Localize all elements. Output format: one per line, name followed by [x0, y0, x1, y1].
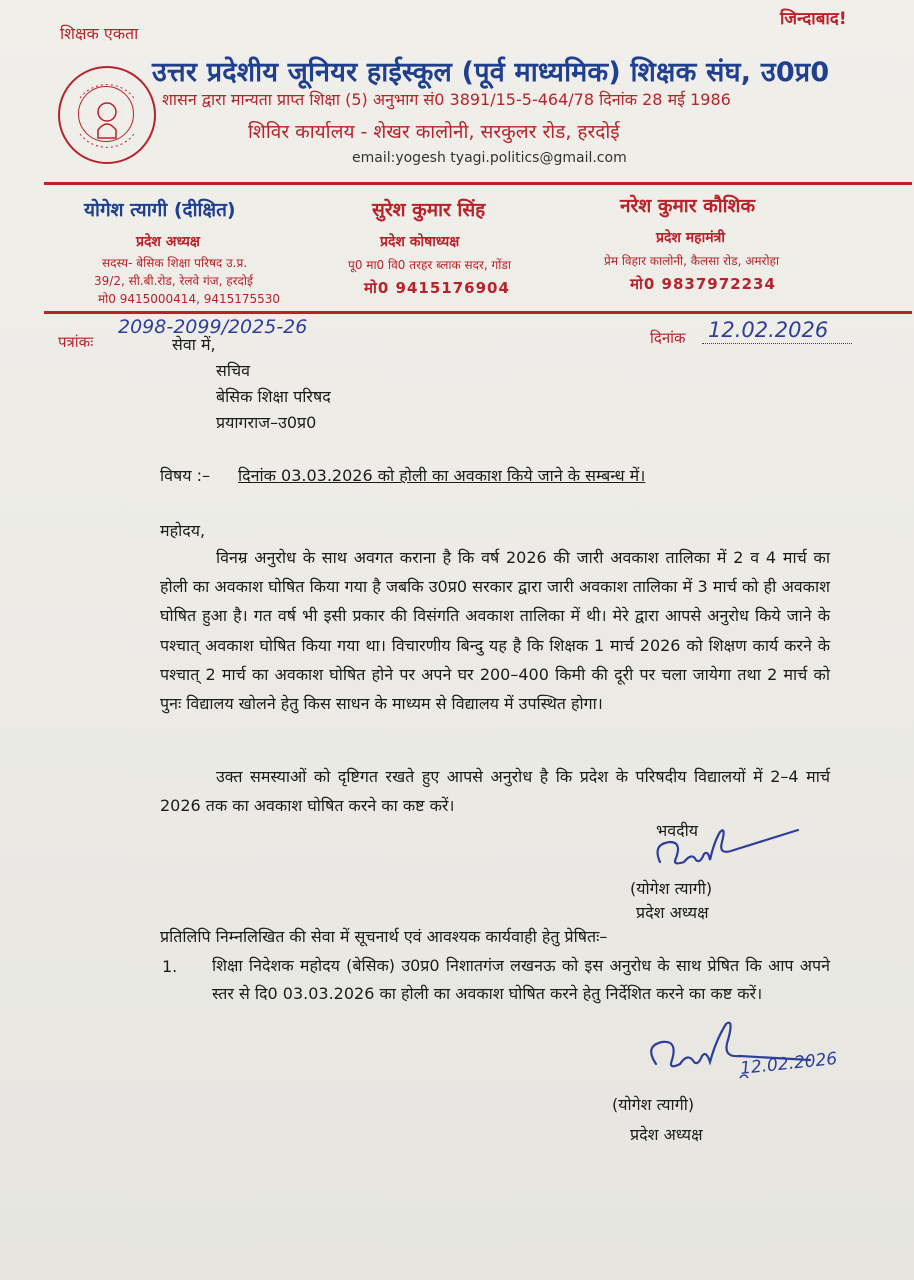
signature-date: 12.02.2026	[739, 1048, 839, 1080]
union-seal-logo	[58, 66, 156, 164]
officer-1-name: योगेश त्यागी (दीक्षित)	[84, 199, 236, 221]
copy-intro: प्रतिलिपि निम्नलिखित की सेवा में सूचनार्थ एवं आवश्यक कार्यवाही हेतु प्रेषितः–	[160, 927, 608, 946]
body-paragraph-2: उक्त समस्याओं को दृष्टिगत रखते हुए आपसे अनुरोध है कि प्रदेश के परिषदीय विद्यालयों में 2–4 मार्च 2026 तक का अवकाश घोषित करने का कष्ट करें।	[160, 767, 830, 815]
subject-label: विषय :–	[160, 466, 211, 485]
officer-1-post: प्रदेश अध्यक्ष	[136, 234, 200, 250]
officer-1-phone: मो0 9415000414, 9415175530	[98, 292, 281, 306]
officer-2-name: सुरेश कुमार सिंह	[372, 199, 486, 221]
closing-text: भवदीय	[656, 821, 699, 840]
signature-mark	[648, 822, 838, 882]
officer-2-phone: मो0 9415176904	[364, 279, 510, 297]
officer-2-line-1: पू0 मा0 वि0 तरहर ब्लाक सदर, गोंडा	[348, 258, 511, 272]
header-divider	[44, 182, 912, 185]
date-label: दिनांक	[650, 329, 686, 347]
reference-number: 2098-2099/2025-26	[118, 316, 308, 338]
signatory-name: (योगेश त्यागी)	[630, 879, 713, 898]
officer-1-line-1: सदस्य- बेसिक शिक्षा परिषद उ.प्र.	[102, 256, 248, 270]
organization-email: email:yogesh tyagi.politics@gmail.com	[352, 150, 627, 166]
greeting: महोदय,	[160, 521, 206, 540]
copy-signatory-name: (योगेश त्यागी)	[612, 1095, 695, 1114]
recognition-line: शासन द्वारा मान्यता प्राप्त शिक्षा (5) अनुभाग सं0 3891/15-5-464/78 दिनांक 28 मई 1986	[162, 90, 731, 109]
salutation: सेवा में,	[172, 335, 216, 354]
officer-3-phone: मो0 9837972234	[630, 275, 776, 293]
body-paragraph-1: विनम्र अनुरोध के साथ अवगत कराना है कि वर्ष 2026 की जारी अवकाश तालिका में 2 व 4 मार्च का होली का अवकाश घोषित किया गया है जबकि उ0प्र0 सरकार द्वारा जारी अवकाश तालिका में 3 मार्च को ही अवकाश घोषित हुआ है। गत वर्ष भी इसी प्रकार की विसंगति अवकाश तालिका में थी। मेरे द्वारा आपसे अनुरोध किये जाने के पश्चात् अवकाश घोषित किया गया था। विचारणीय बिन्दु यह है कि शिक्षक 1 मार्च 2026 को शिक्षण कार्य करने के पश्चात् 2 मार्च का अवकाश घोषित होने पर अपने घर 200–400 किमी की दूरी पर चला जायेगा तथा 2 मार्च को पुनः विद्यालय खोलने हेतु किस साधन के माध्यम से विद्यालय में उपस्थित होगा।	[160, 548, 830, 714]
officer-2-post: प्रदेश कोषाध्यक्ष	[380, 234, 460, 250]
slogan-right: जिन्दाबाद!	[780, 9, 847, 29]
date-dotted-line	[702, 343, 852, 344]
copy-item-text: शिक्षा निदेशक महोदय (बेसिक) उ0प्र0 निशातगंज लखनऊ को इस अनुरोध के साथ प्रेषित कि आप अपने स्तर से दि0 03.03.2026 का होली का अवकाश घोषित करने हेतु निर्देशित करने का कष्ट करें।	[212, 956, 830, 1003]
signatory-post: प्रदेश अध्यक्ष	[636, 903, 709, 922]
date-value: 12.02.2026	[708, 318, 829, 342]
addressee-line-1: सचिव	[216, 361, 251, 380]
officer-1-line-2: 39/2, सी.बी.रोड, रेलवे गंज, हरदोई	[94, 274, 253, 288]
officers-divider	[44, 311, 912, 314]
addressee-line-3: प्रयागराज–उ0प्र0	[216, 413, 317, 432]
organization-name: उत्तर प्रदेशीय जूनियर हाईस्कूल (पूर्व माध्यमिक) शिक्षक संघ, उ0प्र0	[152, 57, 830, 88]
subject-text: दिनांक 03.03.2026 को होली का अवकाश किये जाने के सम्बन्ध में।	[238, 466, 646, 485]
officer-3-post: प्रदेश महामंत्री	[656, 230, 725, 246]
copy-item-number: 1.	[162, 957, 178, 976]
copy-signatory-post: प्रदेश अध्यक्ष	[630, 1125, 703, 1144]
addressee-line-2: बेसिक शिक्षा परिषद	[216, 387, 331, 406]
camp-office-address: शिविर कार्यालय - शेखर कालोनी, सरकुलर रोड, हरदोई	[248, 121, 620, 143]
officer-3-line-1: प्रेम विहार कालोनी, कैलसा रोड, अमरोहा	[604, 254, 780, 268]
reference-label: पत्रांकः	[58, 333, 94, 351]
officer-3-name: नरेश कुमार कौशिक	[620, 195, 756, 217]
slogan-left: शिक्षक एकता	[60, 24, 139, 43]
